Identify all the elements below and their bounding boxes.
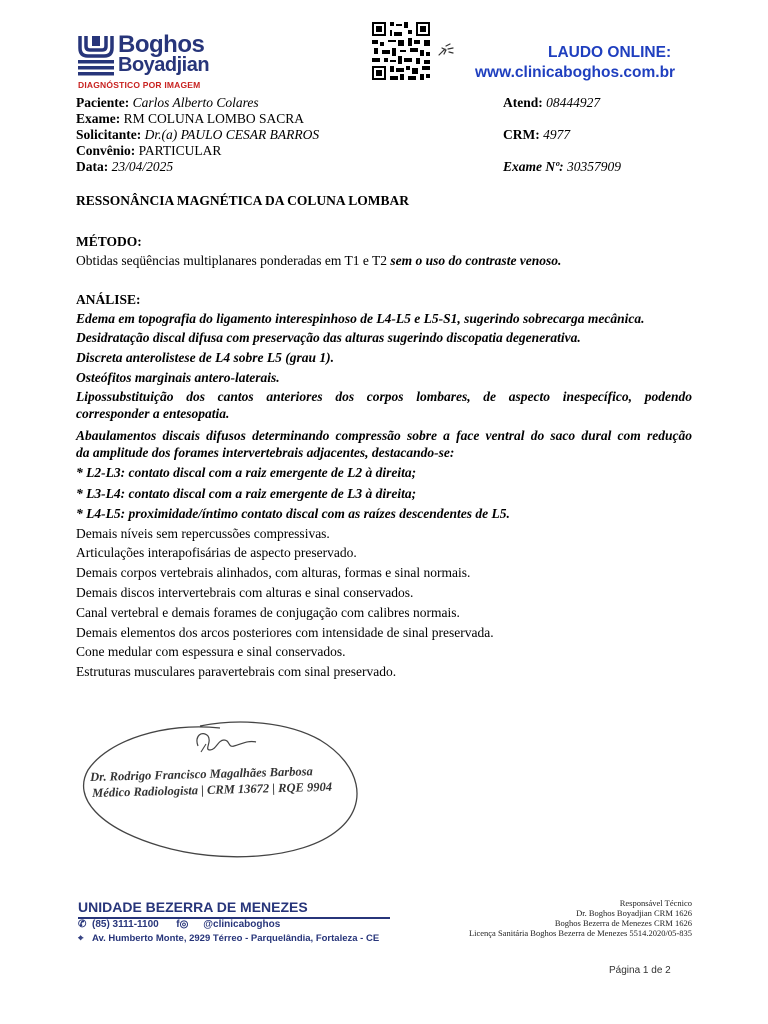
attendance-label: Atend: <box>503 95 543 110</box>
finding-line: * L2-L3: contato discal com a raiz emergente de L2 à direita; <box>76 465 417 480</box>
crm-label: CRM: <box>503 127 540 142</box>
crm-row <box>503 127 570 143</box>
method-text-emphasis: sem o uso do contraste venoso. <box>390 253 562 268</box>
online-report-link[interactable]: www.clinicaboghos.com.br <box>475 64 676 81</box>
attendance-row <box>503 95 600 111</box>
exam-number-value: 30357909 <box>567 159 622 174</box>
finding-line: Edema em topografia do ligamento interespinhoso de L4-L5 e L5-S1, sugerindo sobrecarga mecânica. <box>76 311 645 326</box>
finding-line: Lipossubstituição dos cantos anteriores dos corpos lombares, de aspecto inespecífico, podendo <box>76 389 692 404</box>
finding-line: * L4-L5: proximidade/íntimo contato discal com as raízes descendentes de L5. <box>76 506 510 521</box>
logo-name-line1: Boghos <box>118 31 205 58</box>
method-text-plain: Obtidas seqüências multiplanares ponderadas em T1 e T2 <box>76 253 391 268</box>
exam-name: RM COLUNA LOMBO SACRA <box>123 111 305 126</box>
unit-social[interactable]: @clinicaboghos <box>203 919 281 930</box>
method-text <box>76 252 692 270</box>
exam-row <box>76 111 304 127</box>
responsible-line: Responsável Técnico <box>619 898 692 908</box>
physician-credentials: Médico Radiologista | CRM 13672 | RQE 9904 <box>92 779 333 800</box>
normal-line: Demais níveis sem repercussões compressivas. <box>76 526 330 541</box>
finding-line: Desidratação discal difusa com preservação das alturas sugerindo discopatia degenerativa. <box>76 330 581 345</box>
insurance-value: PARTICULAR <box>138 143 222 158</box>
analysis-heading: ANÁLISE: <box>76 292 141 307</box>
phone-icon: ✆ <box>78 919 87 930</box>
social-icons: f◎ <box>176 919 189 930</box>
exam-number-row <box>503 159 621 175</box>
responsible-line: Dr. Boghos Boyadjian CRM 1626 <box>576 908 692 918</box>
logo-tagline: DIAGNÓSTICO POR IMAGEM <box>78 80 201 90</box>
unit-phone[interactable]: (85) 3111-1100 <box>92 919 159 930</box>
requester-name: Dr.(a) PAULO CESAR BARROS <box>144 127 320 142</box>
date-value: 23/04/2025 <box>111 159 174 174</box>
online-report-title: LAUDO ONLINE: <box>548 44 672 61</box>
exam-label: Exame: <box>76 111 121 126</box>
finding-line: Abaulamentos discais difusos determinando compressão sobre a face ventral do saco dural com redução <box>76 428 692 443</box>
normal-line: Demais elementos dos arcos posteriores com intensidade de sinal preservada. <box>76 625 494 640</box>
date-label: Data: <box>76 159 109 174</box>
finding-line: Osteófitos marginais antero-laterais. <box>76 370 280 385</box>
location-pin-icon: ⌖ <box>78 933 84 944</box>
normal-line: Demais discos intervertebrais com alturas e sinal conservados. <box>76 585 414 600</box>
page-number: Página 1 de 2 <box>609 965 671 976</box>
clinic-logo <box>76 32 221 92</box>
qr-code-icon[interactable] <box>370 20 432 82</box>
finding-line: * L3-L4: contato discal com a raiz emergente de L3 à direita; <box>76 486 417 501</box>
patient-name-row <box>76 95 259 111</box>
unit-address-row <box>78 933 379 944</box>
normal-line: Estruturas musculares paravertebrais com sinal preservado. <box>76 664 397 679</box>
logo-mark-icon <box>76 34 116 80</box>
insurance-label: Convênio: <box>76 143 136 158</box>
finding-line: da amplitude dos forames intervertebrais adjacentes, destacando-se: <box>76 445 455 460</box>
unit-address: Av. Humberto Monte, 2929 Térreo - Parquelândia, Fortaleza - CE <box>92 933 380 944</box>
patient-name: Carlos Alberto Colares <box>132 95 259 110</box>
normal-line: Articulações interapofisárias de aspecto preservado. <box>76 545 357 560</box>
finding-line: corresponder a entesopatia. <box>76 406 230 421</box>
report-title: RESSONÂNCIA MAGNÉTICA DA COLUNA LOMBAR <box>76 193 410 208</box>
finding-line: Discreta anterolistese de L4 sobre L5 (grau 1). <box>76 350 334 365</box>
normal-line: Cone medular com espessura e sinal conservados. <box>76 644 346 659</box>
unit-title: UNIDADE BEZERRA DE MENEZES <box>78 899 308 915</box>
normal-line: Canal vertebral e demais forames de conjugação com calibres normais. <box>76 605 460 620</box>
exam-number-label: Exame Nº: <box>503 159 564 174</box>
responsible-line: Boghos Bezerra de Menezes CRM 1626 <box>554 918 692 928</box>
unit-contacts <box>78 919 280 930</box>
crm-value: 4977 <box>543 127 571 142</box>
attendance-value: 08444927 <box>546 95 601 110</box>
date-row <box>76 159 173 175</box>
method-heading: MÉTODO: <box>76 234 142 249</box>
pointing-hand-icon <box>436 40 458 60</box>
requester-label: Solicitante: <box>76 127 142 142</box>
patient-label: Paciente: <box>76 95 130 110</box>
normal-line: Demais corpos vertebrais alinhados, com alturas, formas e sinal normais. <box>76 565 471 580</box>
insurance-row <box>76 143 221 159</box>
responsible-line: Licença Sanitária Boghos Bezerra de Menezes 5514.2020/05-835 <box>468 928 692 938</box>
requester-row <box>76 127 319 143</box>
logo-name-line2: Boyadjian <box>118 54 210 76</box>
physician-name: Dr. Rodrigo Francisco Magalhães Barbosa <box>90 764 313 784</box>
